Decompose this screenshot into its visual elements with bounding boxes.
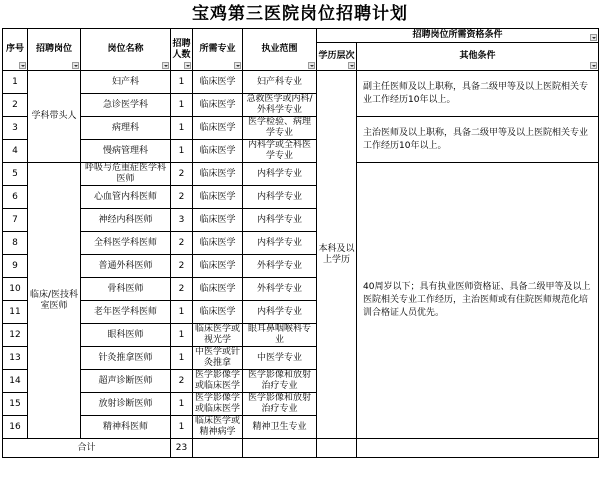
col-header-post[interactable] [28,29,81,71]
filter-dropdown-icon[interactable] [19,62,26,69]
cell-major[interactable]: 临床医学 [193,94,243,117]
cell-major[interactable]: 临床医学 [193,209,243,232]
cell-other-condition[interactable]: 40周岁以下；具有执业医师资格证、具备二级甲等及以上医院相关专业工作经历，主治医师或有住院医师规范化培训合格证人员优先。 [357,163,599,439]
cell-name[interactable]: 眼科医师 [81,324,171,347]
total-row [3,439,599,458]
filter-dropdown-icon[interactable] [348,62,355,69]
filter-dropdown-icon[interactable] [184,62,191,69]
cell-seq[interactable]: 16 [3,416,28,439]
filter-dropdown-icon[interactable] [308,62,315,69]
cell-major[interactable]: 临床医学或视光学 [193,324,243,347]
cell-major[interactable]: 临床医学 [193,232,243,255]
cell-count[interactable]: 1 [171,301,193,324]
cell-name[interactable]: 呼吸与危重症医学科医师 [81,163,171,186]
cell-major[interactable]: 临床医学 [193,117,243,140]
total-empty-cell[interactable] [193,439,243,458]
cell-scope[interactable]: 中医学专业 [243,347,317,370]
cell-other-condition[interactable]: 副主任医师及以上职称，具备二级甲等及以上医院相关专业工作经历10年以上。 [357,71,599,117]
cell-name[interactable]: 神经内科医师 [81,209,171,232]
filter-dropdown-icon[interactable] [590,34,597,41]
cell-count[interactable]: 2 [171,186,193,209]
total-count[interactable]: 23 [171,439,193,458]
cell-name[interactable]: 妇产科 [81,71,171,94]
filter-dropdown-icon[interactable] [72,62,79,69]
cell-scope[interactable]: 医学影像和放射治疗专业 [243,393,317,416]
cell-edu[interactable]: 本科及以上学历 [317,71,357,439]
cell-major[interactable]: 医学影像学或临床医学 [193,370,243,393]
total-empty-cell[interactable] [357,439,599,458]
cell-scope[interactable]: 内科学专业 [243,301,317,324]
cell-name[interactable]: 超声诊断医师 [81,370,171,393]
cell-seq[interactable]: 7 [3,209,28,232]
cell-major[interactable]: 中医学或针灸推拿 [193,347,243,370]
cell-seq[interactable]: 3 [3,117,28,140]
col-header-qual-group-label: 招聘岗位所需资格条件 [412,30,503,40]
cell-major[interactable]: 临床医学 [193,140,243,163]
cell-name[interactable]: 普通外科医师 [81,255,171,278]
cell-scope[interactable]: 医学影像和放射治疗专业 [243,370,317,393]
cell-scope[interactable]: 眼耳鼻咽喉科专业 [243,324,317,347]
cell-major[interactable]: 临床医学 [193,163,243,186]
cell-count[interactable]: 1 [171,140,193,163]
cell-name[interactable]: 骨科医师 [81,278,171,301]
cell-scope[interactable]: 内科学或全科医学专业 [243,140,317,163]
cell-name[interactable]: 全科医学科医师 [81,232,171,255]
cell-post-group[interactable]: 学科带头人 [28,71,81,163]
cell-seq[interactable]: 15 [3,393,28,416]
cell-post-group[interactable]: 临床/医技科室医师 [28,163,81,439]
filter-dropdown-icon[interactable] [590,62,597,69]
cell-major[interactable]: 临床医学 [193,301,243,324]
cell-scope[interactable]: 妇产科专业 [243,71,317,94]
cell-scope[interactable]: 急救医学或内科/外科学专业 [243,94,317,117]
cell-count[interactable]: 1 [171,393,193,416]
cell-major[interactable]: 临床医学 [193,71,243,94]
page-title: 宝鸡第三医院岗位招聘计划 [192,4,408,24]
col-header-seq[interactable] [3,29,28,71]
col-header-scope[interactable] [243,29,317,71]
col-header-major-label: 所需专业 [199,44,236,54]
col-header-seq-label: 序号 [5,44,24,54]
table-row [3,163,599,186]
col-header-major[interactable] [193,29,243,71]
cell-name[interactable]: 急诊医学科 [81,94,171,117]
cell-count[interactable]: 1 [171,324,193,347]
cell-seq[interactable]: 13 [3,347,28,370]
cell-name[interactable]: 老年医学科医师 [81,301,171,324]
table-row [3,117,599,140]
cell-count[interactable]: 1 [171,347,193,370]
cell-name[interactable]: 精神科医师 [81,416,171,439]
cell-count[interactable]: 2 [171,232,193,255]
cell-seq[interactable]: 4 [3,140,28,163]
cell-name[interactable]: 慢病管理科 [81,140,171,163]
cell-count[interactable]: 2 [171,255,193,278]
cell-scope[interactable]: 医学检验、病理学专业 [243,117,317,140]
col-header-scope-label: 执业范围 [261,44,298,54]
col-header-other[interactable] [357,43,599,71]
col-header-qual-group[interactable] [317,29,599,43]
cell-count[interactable]: 1 [171,71,193,94]
cell-seq[interactable]: 12 [3,324,28,347]
cell-count[interactable]: 3 [171,209,193,232]
col-header-name[interactable] [81,29,171,71]
cell-scope[interactable]: 精神卫生专业 [243,416,317,439]
cell-seq[interactable]: 1 [3,71,28,94]
cell-seq[interactable]: 10 [3,278,28,301]
cell-seq[interactable]: 9 [3,255,28,278]
cell-scope[interactable]: 内科学专业 [243,209,317,232]
cell-scope[interactable]: 内科学专业 [243,163,317,186]
col-header-other-label: 其他条件 [459,51,496,61]
cell-scope[interactable]: 外科学专业 [243,278,317,301]
col-header-edu[interactable] [317,43,357,71]
table-row [3,71,599,94]
col-header-count-label: 招聘人数 [172,38,191,60]
cell-count[interactable]: 2 [171,370,193,393]
cell-count[interactable]: 1 [171,416,193,439]
cell-major[interactable]: 医学影像学或临床医学 [193,393,243,416]
cell-seq[interactable]: 6 [3,186,28,209]
col-header-edu-label: 学历层次 [318,51,355,61]
cell-seq[interactable]: 14 [3,370,28,393]
total-empty-cell[interactable] [243,439,317,458]
cell-other-condition[interactable]: 主治医师及以上职称，具备二级甲等及以上医院相关专业工作经历10年以上。 [357,117,599,163]
filter-dropdown-icon[interactable] [162,62,169,69]
cell-seq[interactable]: 5 [3,163,28,186]
cell-count[interactable]: 1 [171,117,193,140]
col-header-count[interactable] [171,29,193,71]
filter-dropdown-icon[interactable] [234,62,241,69]
cell-name[interactable]: 病理科 [81,117,171,140]
recruitment-table [2,28,599,458]
cell-major[interactable]: 临床医学 [193,278,243,301]
col-header-name-label: 岗位名称 [107,44,144,54]
cell-name[interactable]: 放射诊断医师 [81,393,171,416]
cell-major[interactable]: 临床医学或精神病学 [193,416,243,439]
cell-scope[interactable]: 外科学专业 [243,255,317,278]
cell-name[interactable]: 心血管内科医师 [81,186,171,209]
cell-count[interactable]: 2 [171,163,193,186]
cell-major[interactable]: 临床医学 [193,186,243,209]
cell-seq[interactable]: 8 [3,232,28,255]
total-empty-cell[interactable] [317,439,357,458]
cell-count[interactable]: 1 [171,94,193,117]
cell-scope[interactable]: 内科学专业 [243,186,317,209]
total-label[interactable]: 合计 [3,439,171,458]
cell-seq[interactable]: 2 [3,94,28,117]
cell-count[interactable]: 2 [171,278,193,301]
col-header-post-label: 招聘岗位 [35,44,72,54]
cell-seq[interactable]: 11 [3,301,28,324]
cell-major[interactable]: 临床医学 [193,255,243,278]
cell-name[interactable]: 针灸推拿医师 [81,347,171,370]
cell-scope[interactable]: 内科学专业 [243,232,317,255]
